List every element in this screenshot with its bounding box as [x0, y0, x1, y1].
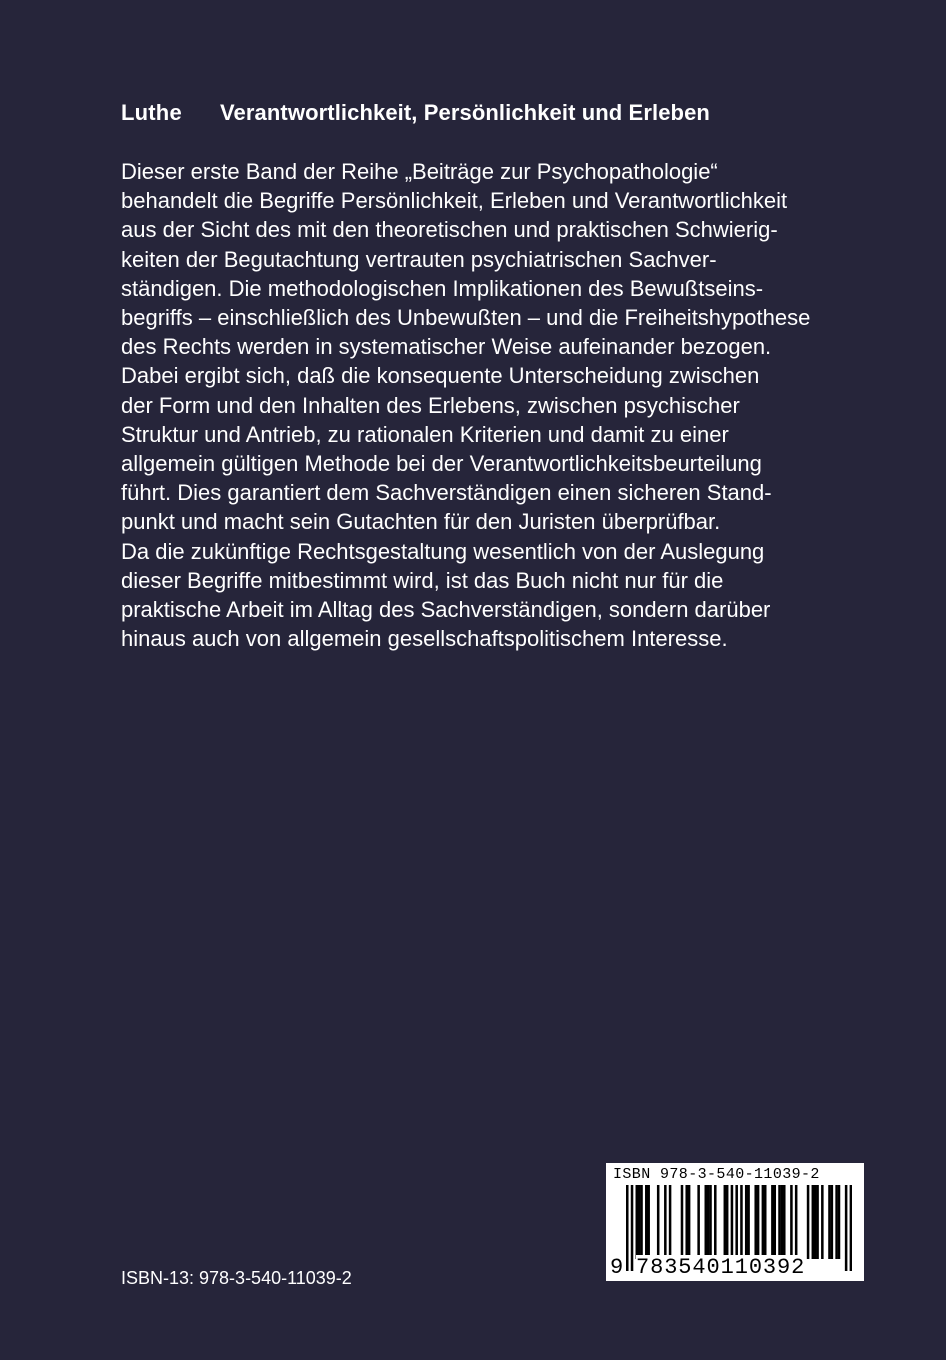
barcode-bar — [664, 1185, 667, 1259]
barcode-bar — [647, 1185, 650, 1259]
barcode-bar — [831, 1185, 834, 1259]
blurb-line: Da die zukünftige Rechtsgestaltung wesentlich von der Auslegung — [121, 538, 765, 564]
blurb-line: keiten der Begutachtung vertrauten psychiatrischen Sachver- — [121, 246, 717, 272]
barcode-block — [606, 1163, 864, 1281]
barcode-bar — [657, 1185, 660, 1259]
barcode-bar — [762, 1185, 765, 1259]
barcode-bar — [636, 1185, 639, 1259]
barcode-bar — [757, 1185, 760, 1259]
blurb-line: ständigen. Die methodologischen Implikationen des Bewußtseins- — [121, 275, 764, 301]
barcode-bar — [726, 1185, 729, 1259]
barcode-bar — [816, 1185, 819, 1259]
blurb-line: führt. Dies garantiert dem Sachverständigen einen sicheren Stand- — [121, 480, 772, 506]
barcode-bar — [828, 1185, 831, 1259]
barcode-bar — [778, 1185, 781, 1259]
barcode-bar — [812, 1185, 815, 1259]
blurb-line: hinaus auch von allgemein gesellschaftspolitischem Interesse. — [121, 626, 728, 652]
barcode-bar — [754, 1185, 757, 1259]
barcode-bar — [707, 1185, 710, 1259]
blurb-line: punkt und macht sein Gutachten für den Juristen überprüfbar. — [121, 509, 721, 535]
barcode-bar — [764, 1185, 767, 1259]
barcode-digit-group: 783540110392 — [636, 1255, 806, 1280]
barcode-first-digit: 9 — [610, 1255, 626, 1280]
blurb-paragraph — [121, 157, 881, 653]
isbn-label: ISBN-13: 978-3-540-11039-2 — [121, 1268, 352, 1288]
barcode-bar — [645, 1185, 648, 1259]
barcode-bar — [838, 1185, 841, 1259]
blurb-line: behandelt die Begriffe Persönlichkeit, Erleben und Verantwortlichkeit — [121, 188, 788, 214]
barcode-bar — [807, 1185, 810, 1259]
barcode-bar — [709, 1185, 712, 1259]
barcode-bar — [681, 1185, 684, 1259]
blurb-line: Dabei ergibt sich, daß die konsequente Unterscheidung zwischen — [121, 363, 760, 389]
blurb-line: Struktur und Antrieb, zu rationalen Kriterien und damit zu einer — [121, 421, 729, 447]
barcode-bar — [821, 1185, 824, 1259]
barcode-bar — [705, 1185, 708, 1259]
blurb-line: des Rechts werden in systematischer Weise aufeinander bezogen. — [121, 334, 772, 360]
blurb-line: dieser Begriffe mitbestimmt wird, ist das Buch nicht nur für die — [121, 567, 724, 593]
blurb-line: Dieser erste Band der Reihe „Beiträge zur Psychopathologie“ — [121, 159, 718, 184]
author-name: Luthe — [121, 100, 182, 125]
blurb-line: aus der Sicht des mit den theoretischen und praktischen Schwierig- — [121, 217, 778, 243]
blurb-line: der Form und den Inhalten des Erlebens, zwischen psychischer — [121, 392, 740, 418]
cover-header — [121, 100, 881, 132]
barcode-bar — [697, 1185, 700, 1259]
barcode-digits — [610, 1255, 860, 1279]
barcode-bar — [638, 1185, 641, 1259]
barcode-bar — [771, 1185, 774, 1259]
barcode-bar — [781, 1185, 784, 1259]
barcode-bar — [814, 1185, 817, 1259]
barcode-bar — [669, 1185, 672, 1259]
blurb-line: praktische Arbeit im Alltag des Sachverständigen, sondern darüber — [121, 597, 771, 623]
barcode-bar — [731, 1185, 734, 1259]
barcode-bar — [724, 1185, 727, 1259]
barcode-bar — [773, 1185, 776, 1259]
barcode-bar — [688, 1185, 691, 1259]
barcode-bar — [745, 1185, 748, 1259]
barcode-bar — [714, 1185, 717, 1259]
barcode-bar — [685, 1185, 688, 1259]
barcode-isbn-text: ISBN 978-3-540-11039-2 — [613, 1166, 820, 1183]
book-title: Verantwortlichkeit, Persönlichkeit und Erleben — [220, 100, 710, 125]
barcode-bar — [640, 1185, 643, 1259]
barcode-bar — [795, 1185, 798, 1259]
barcode-bar — [783, 1185, 786, 1259]
barcode-bar — [835, 1185, 838, 1259]
barcode-bar — [747, 1185, 750, 1259]
barcode-bar — [790, 1185, 793, 1259]
blurb-line: allgemein gültigen Methode bei der Verantwortlichkeitsbeurteilung — [121, 451, 762, 477]
blurb-line: begriffs – einschließlich des Unbewußten – und die Freiheitshypothese — [121, 305, 811, 331]
